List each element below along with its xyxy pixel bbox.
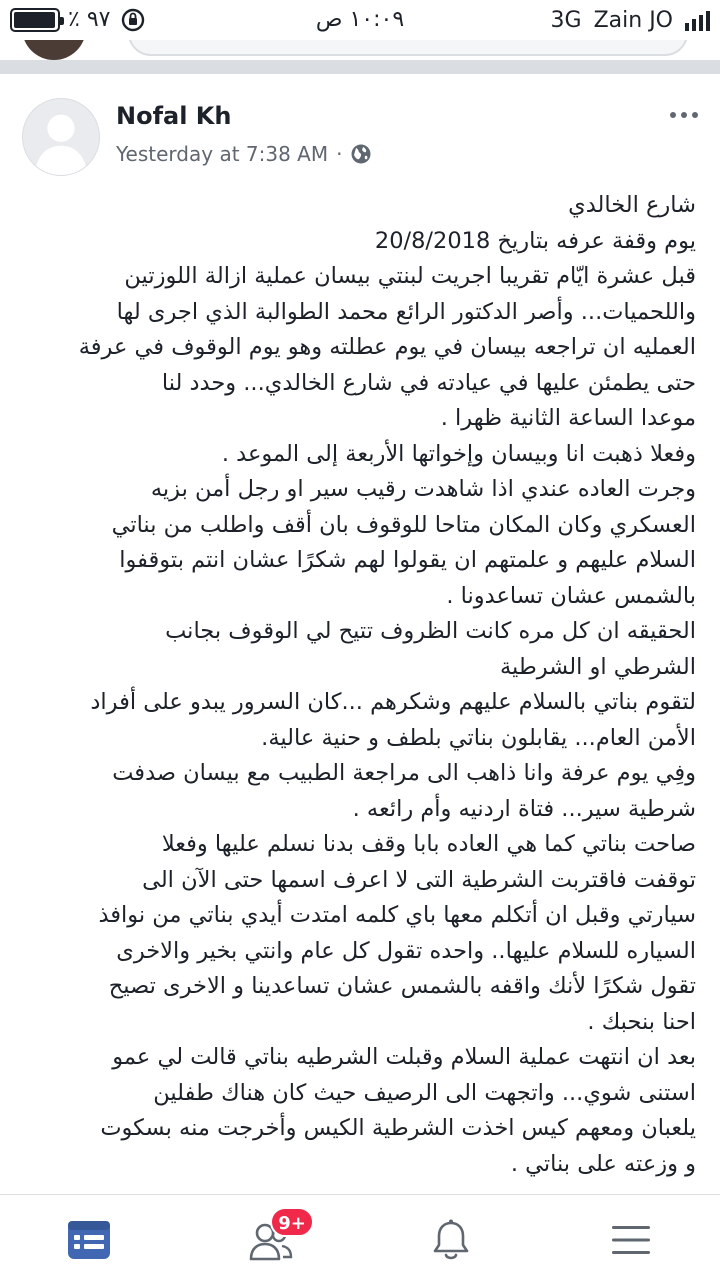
author-name[interactable]: Nofal Kh: [116, 102, 232, 130]
menu-icon: [608, 1217, 654, 1263]
post-body-line: وجرت العاده عندي اذا شاهدت رقيب سير او رجل أمن بزيه: [150, 476, 696, 502]
nav-notifications[interactable]: [426, 1215, 476, 1265]
post-body-line: بالشمس عشان تساعدونا .: [446, 582, 696, 609]
network-type: 3G: [550, 7, 582, 33]
post-body-line: سيارتي وقبل ان أتكلم معها باي كلمه امتدت أيدي بناتي من نوافذ: [98, 902, 696, 928]
post-body: [14, 188, 696, 1182]
battery-percentage: ٪ ٩٧: [68, 7, 111, 32]
post-body-line: موعدا الساعة الثانية ظهرا .: [440, 405, 696, 431]
author-avatar[interactable]: [22, 98, 100, 176]
post-meta: [116, 142, 372, 166]
status-right: [551, 6, 710, 34]
post-body-line: الحقيقه ان كل مره كانت الظروف تتيح لي الوقوف بجانب: [165, 618, 696, 644]
status-bar: [0, 0, 720, 40]
post-body-line: لتقوم بناتي بالسلام عليهم وشكرهم ...كان السرور يبدو على أفراد: [90, 689, 696, 715]
post-body-line: احنا بنحبك .: [587, 1008, 696, 1035]
post-body-line: بعد ان انتهت عملية السلام وقبلت الشرطيه بناتي قالت لي عمو: [112, 1044, 696, 1070]
post-body-line: استنى شوي... واتجهت الى الرصيف حيث كان هناك طفلين: [153, 1079, 696, 1106]
post-body-line: وفِي يوم عرفة وانا ذاهب الى مراجعة الطبيب مع بيسان صدفت: [112, 760, 696, 786]
post-body-line: شرطية سير... فتاة اردنيه وأم رائعه .: [352, 795, 696, 822]
status-time: ١٠:٠٩ ص: [315, 7, 405, 32]
post-body-line: وفعلا ذهبت انا وبيسان وإخواتها الأربعة إلى الموعد .: [221, 440, 696, 467]
default-avatar-icon: [23, 99, 99, 175]
meta-separator: ·: [336, 142, 343, 166]
battery-level: [14, 12, 55, 28]
rotation-lock-icon: [120, 7, 146, 33]
globe-icon: [350, 143, 372, 165]
post-body-line: و وزعته على بناتي .: [510, 1150, 696, 1177]
signal-icon: [685, 9, 710, 31]
post-options-icon[interactable]: [670, 112, 698, 118]
nav-news-feed[interactable]: [64, 1215, 114, 1265]
post-body-line: يوم وقفة عرفه بتاريخ 20/8/2018: [374, 227, 696, 254]
post-body-line: تقول شكرًا لأنك واقفه بالشمس عشان تساعدينا و الاخرى تصيح: [108, 973, 696, 999]
bell-icon: [428, 1217, 474, 1263]
post-body-line: العمليه ان تراجعه بيسان في يوم عطلته وهو يوم الوقوف في عرفة: [78, 334, 696, 360]
composer-avatar[interactable]: [22, 40, 86, 60]
post-body-line: صاحت بناتي كما هي العاده بابا وقف بدنا نسلم عليها وفعلا: [161, 831, 696, 857]
post-body-line: شارع الخالدي: [568, 192, 696, 218]
composer-input[interactable]: [128, 40, 688, 56]
post-timestamp[interactable]: Yesterday at 7:38 AM: [116, 142, 329, 166]
post-body-line: يلعبان ومعهم كيس اخذت الشرطية الكيس وأخرجت منه بسكوت: [100, 1115, 696, 1141]
feed-divider: [0, 60, 720, 74]
bottom-nav: [0, 1194, 720, 1280]
post-body-line: السلام عليهم و علمتهم ان يقولوا لهم شكرًا عشان انتم بتوقفوا: [119, 547, 696, 573]
post-body-line: السياره للسلام عليها.. واحده تقول كل عام وانتي بخير والاخرى: [116, 937, 696, 964]
nav-friend-requests[interactable]: [246, 1213, 306, 1265]
friend-requests-badge: 9+: [270, 1207, 314, 1237]
post-body-line: توقفت فاقتربت الشرطية التى لا اعرف اسمها حتى الآن الى: [142, 866, 696, 893]
feed-post: [0, 74, 720, 1194]
battery-icon: [10, 8, 60, 32]
post-body-line: حتى يطمئن عليها في عيادته في شارع الخالدي... وحدد لنا: [161, 369, 696, 396]
news-feed-icon: [66, 1217, 112, 1263]
status-left: [10, 6, 146, 34]
nav-menu[interactable]: [606, 1215, 656, 1265]
post-body-line: الأمن العام... يقابلون بناتي بلطف و حنية عالية.: [261, 724, 696, 751]
post-body-line: الشرطي او الشرطية: [499, 653, 696, 680]
post-body-line: العسكري وكان المكان متاحا للوقوف بان أقف واطلب من بناتي: [111, 511, 696, 538]
post-body-line: واللحميات... وأصر الدكتور الرائع محمد الطوالبة الذي اجرى لها: [116, 298, 696, 325]
post-body-line: قبل عشرة ايّام تقريبا اجريت لبنتي بيسان عملية ازالة اللوزتين: [124, 263, 696, 289]
header-remnant: [0, 40, 720, 60]
carrier-name: Zain JO: [593, 7, 673, 33]
